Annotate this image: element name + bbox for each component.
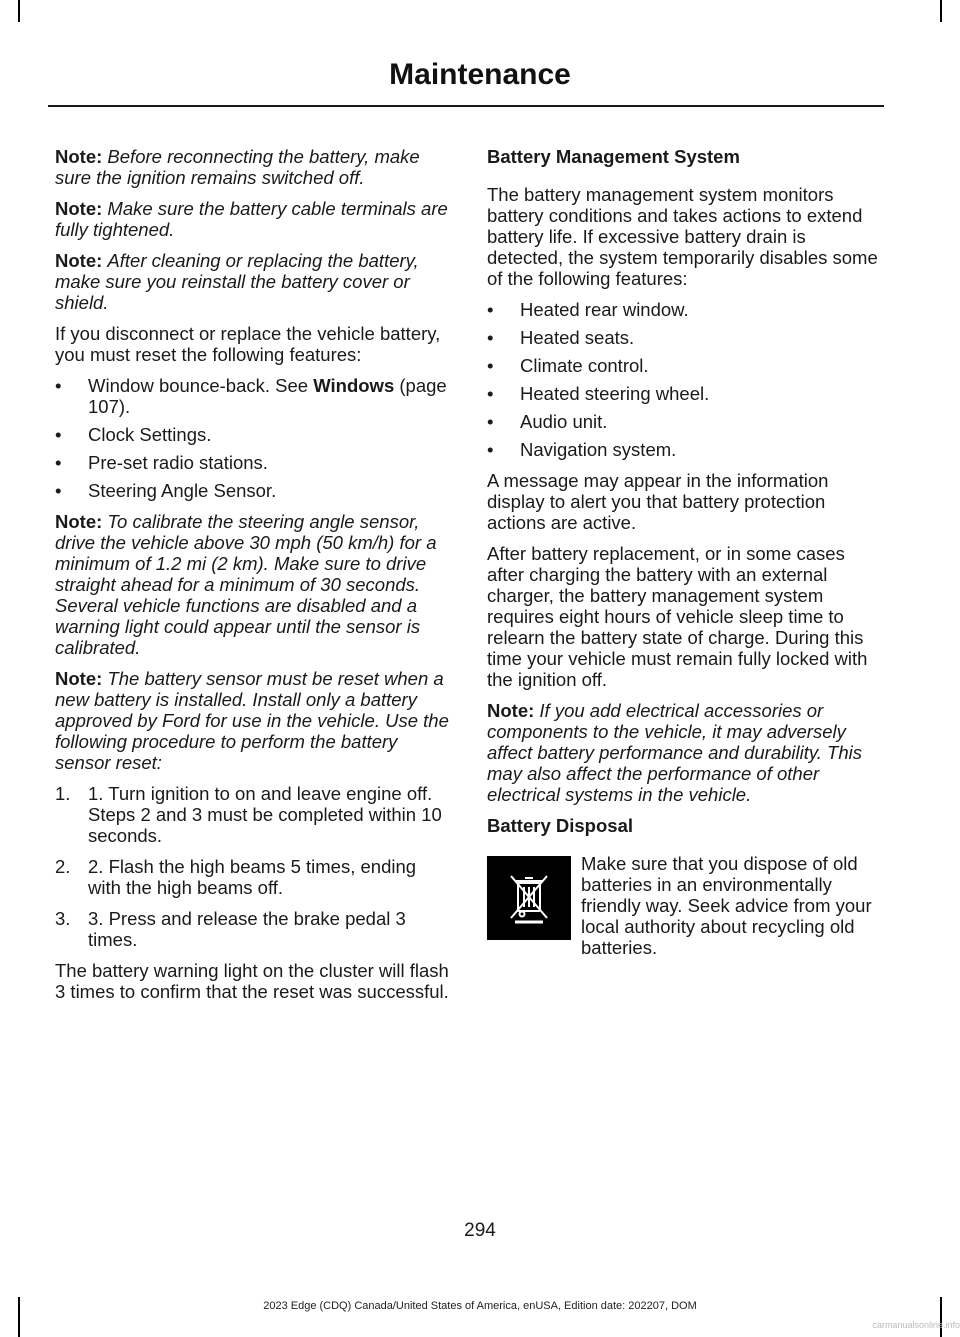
note-electrical-accessories: Note: If you add electrical accessories or components to the vehicle, it may adversely affect battery performance and durability. This may also affect the performance of other electrical systems in the vehicle. xyxy=(487,700,862,805)
windows-reference-link[interactable]: Windows xyxy=(313,375,395,396)
list-item: • Heated seats. xyxy=(487,327,635,348)
bms-message-paragraph: A message may appear in the information display to alert you that battery protection actions are active. xyxy=(487,470,829,533)
reset-confirmation: The battery warning light on the cluster will flash 3 times to confirm that the reset was successful. xyxy=(55,960,449,1002)
bms-feature-list xyxy=(487,299,885,460)
step-item: 1. 1. Turn ignition to on and leave engine off. Steps 2 and 3 must be completed within 10 seconds. xyxy=(55,783,442,846)
list-item: • Heated rear window. xyxy=(487,299,689,320)
bms-heading: Battery Management System xyxy=(487,146,740,167)
right-column xyxy=(487,146,885,968)
disposal-block xyxy=(487,853,885,968)
list-item: • Window bounce-back. See Windows (page 107). xyxy=(55,375,447,417)
crop-mark-top-right xyxy=(940,0,942,22)
crossed-out-wheeled-bin-icon xyxy=(487,856,571,940)
watermark: carmanualsonline.info xyxy=(872,1320,960,1330)
note-steering-calibration: Note: To calibrate the steering angle sensor, drive the vehicle above 30 mph (50 km/h) for a minimum of 1.2 mi (2 km). Make sure to drive straight ahead for a minimum of 30 seconds. Several vehicle functions are disabled and a warning light could appear until the sensor is calibrated. xyxy=(55,511,437,658)
note-ignition: Note: Before reconnecting the battery, make sure the ignition remains switched off. xyxy=(55,146,420,188)
list-item: • Audio unit. xyxy=(487,411,608,432)
reset-procedure-steps xyxy=(55,783,453,950)
page-number: 294 xyxy=(464,1220,496,1241)
list-item: • Pre-set radio stations. xyxy=(55,452,268,473)
header-rule xyxy=(48,105,884,107)
disposal-heading: Battery Disposal xyxy=(487,815,633,836)
page-title: Maintenance xyxy=(389,58,571,91)
note-cover: Note: After cleaning or replacing the battery, make sure you reinstall the battery cover or shield. xyxy=(55,250,419,313)
left-column xyxy=(55,146,453,1012)
bms-replacement-paragraph: After battery replacement, or in some cases after charging the battery with an external charger, the battery management system requires eight hours of vehicle sleep time to relearn the battery state of charge. During this time your vehicle must remain fully locked with the ignition off. xyxy=(487,543,868,690)
list-item: • Heated steering wheel. xyxy=(487,383,710,404)
note-terminals: Note: Make sure the battery cable terminals are fully tightened. xyxy=(55,198,448,240)
note-battery-sensor: Note: The battery sensor must be reset when a new battery is installed. Install only a battery approved by Ford for use in the vehicle. Use the following procedure to perform the battery sensor reset: xyxy=(55,668,449,773)
reset-feature-list xyxy=(55,375,453,501)
list-item: • Steering Angle Sensor. xyxy=(55,480,277,501)
crop-mark-top-left xyxy=(18,0,20,22)
reset-intro: If you disconnect or replace the vehicle battery, you must reset the following features: xyxy=(55,323,441,365)
step-item: 2. 2. Flash the high beams 5 times, ending with the high beams off. xyxy=(55,856,417,898)
bms-intro: The battery management system monitors battery conditions and takes actions to extend battery life. If excessive battery drain is detected, the system temporarily disables some of the following features: xyxy=(487,184,878,289)
list-item: • Climate control. xyxy=(487,355,649,376)
step-item: 3. 3. Press and release the brake pedal 3 times. xyxy=(55,908,406,950)
disposal-text: Make sure that you dispose of old batteries in an environmentally friendly way. Seek advice from your local authority about recycling old batteries. xyxy=(581,853,872,958)
edition-footer: 2023 Edge (CDQ) Canada/United States of America, enUSA, Edition date: 202207, DOM xyxy=(263,1300,697,1312)
list-item: • Navigation system. xyxy=(487,439,677,460)
list-item: • Clock Settings. xyxy=(55,424,212,445)
